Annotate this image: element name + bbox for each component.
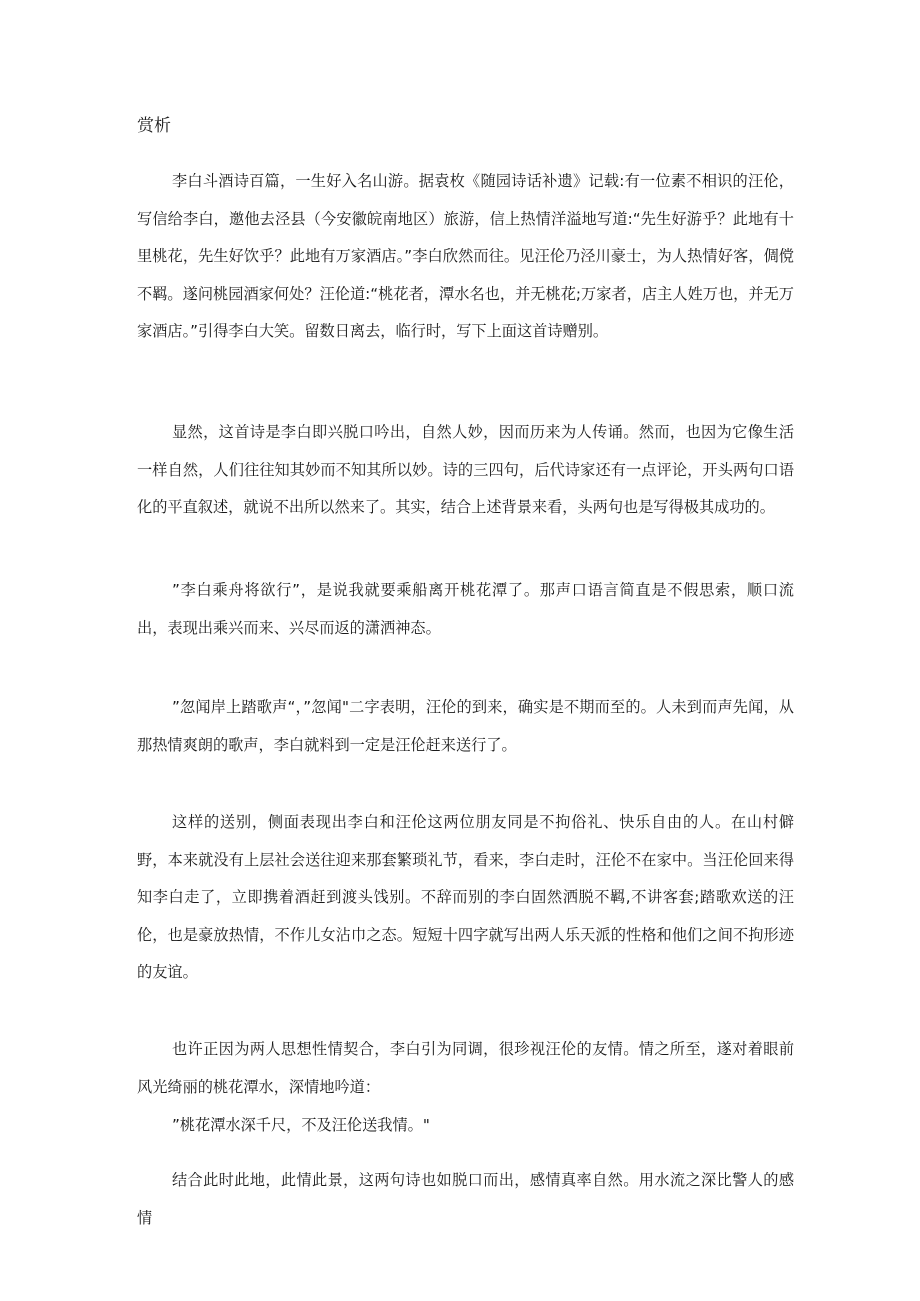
- paragraph-poem-quote: ”桃花潭水深千尺，不及汪伦送我情。": [172, 1116, 430, 1134]
- paragraph-first-line-analysis: ”李白乘舟将欲行”，是说我就要乘船离开桃花潭了。那声口语言简直是不假思索，顺口流出，表现出乘兴而来、兴尽而返的潇洒神态。: [137, 581, 794, 637]
- paragraph-natural-style: 显然，这首诗是李白即兴脱口吟出，自然人妙，因而历来为人传诵。然而，也因为它像生活一样自然，人们往往知其妙而不知其所以妙。诗的三四句，后代诗家还有一点评论，开头两句口语化的平直叙述，就说不出所以然来了。其实，结合上述背景来看，头两句也是写得极其成功的。: [137, 423, 794, 516]
- paragraph-second-line-analysis: ”忽闻岸上踏歌声“，”忽闻"二字表明，汪伦的到来，确实是不期而至的。人未到而声先闻，从那热情爽朗的歌声，李白就料到一定是汪伦赶来送行了。: [137, 698, 794, 754]
- section-heading: 赏析: [137, 116, 171, 136]
- paragraph-friendship: 也许正因为两人思想性情契合，李白引为同调，很珍视汪伦的友情。情之所至，遂对着眼前风光绮丽的桃花潭水，深情地吟道：: [137, 1040, 794, 1096]
- paragraph-background-story: 李白斗酒诗百篇，一生好入名山游。据袁枚《随园诗话补遗》记载:有一位素不相识的汪伦，写信给李白，邀他去泾县（今安徽皖南地区）旅游，信上热情洋溢地写道:“先生好游乎？此地有十里桃花，先生好饮乎？此地有万家酒店。”李白欣然而往。见汪伦乃泾川豪士，为人热情好客，倜傥不羁。遂问桃园酒家何处？汪伦道:“桃花者，潭水名也，并无桃花;万家者，店主人姓万也，并无万家酒店。”引得李白大笑。留数日离去，临行时，写下上面这首诗赠别。: [137, 172, 794, 340]
- paragraph-conclusion: 结合此时此地，此情此景，这两句诗也如脱口而出，感情真率自然。用水流之深比警人的感情: [137, 1171, 794, 1227]
- paragraph-farewell-analysis: 这样的送别，侧面表现出李白和汪伦这两位朋友同是不拘俗礼、快乐自由的人。在山村僻野，本来就没有上层社会送往迎来那套繁琐礼节，看来，李白走时，汪伦不在家中。当汪伦回来得知李白走了，立即携着酒赶到渡头饯别。不辞而别的李白固然洒脱不羁,不讲客套;踏歌欢送的汪伦，也是豪放热情，不作儿女沾巾之态。短短十四字就写出两人乐天派的性格和他们之间不拘形迹的友谊。: [137, 813, 794, 981]
